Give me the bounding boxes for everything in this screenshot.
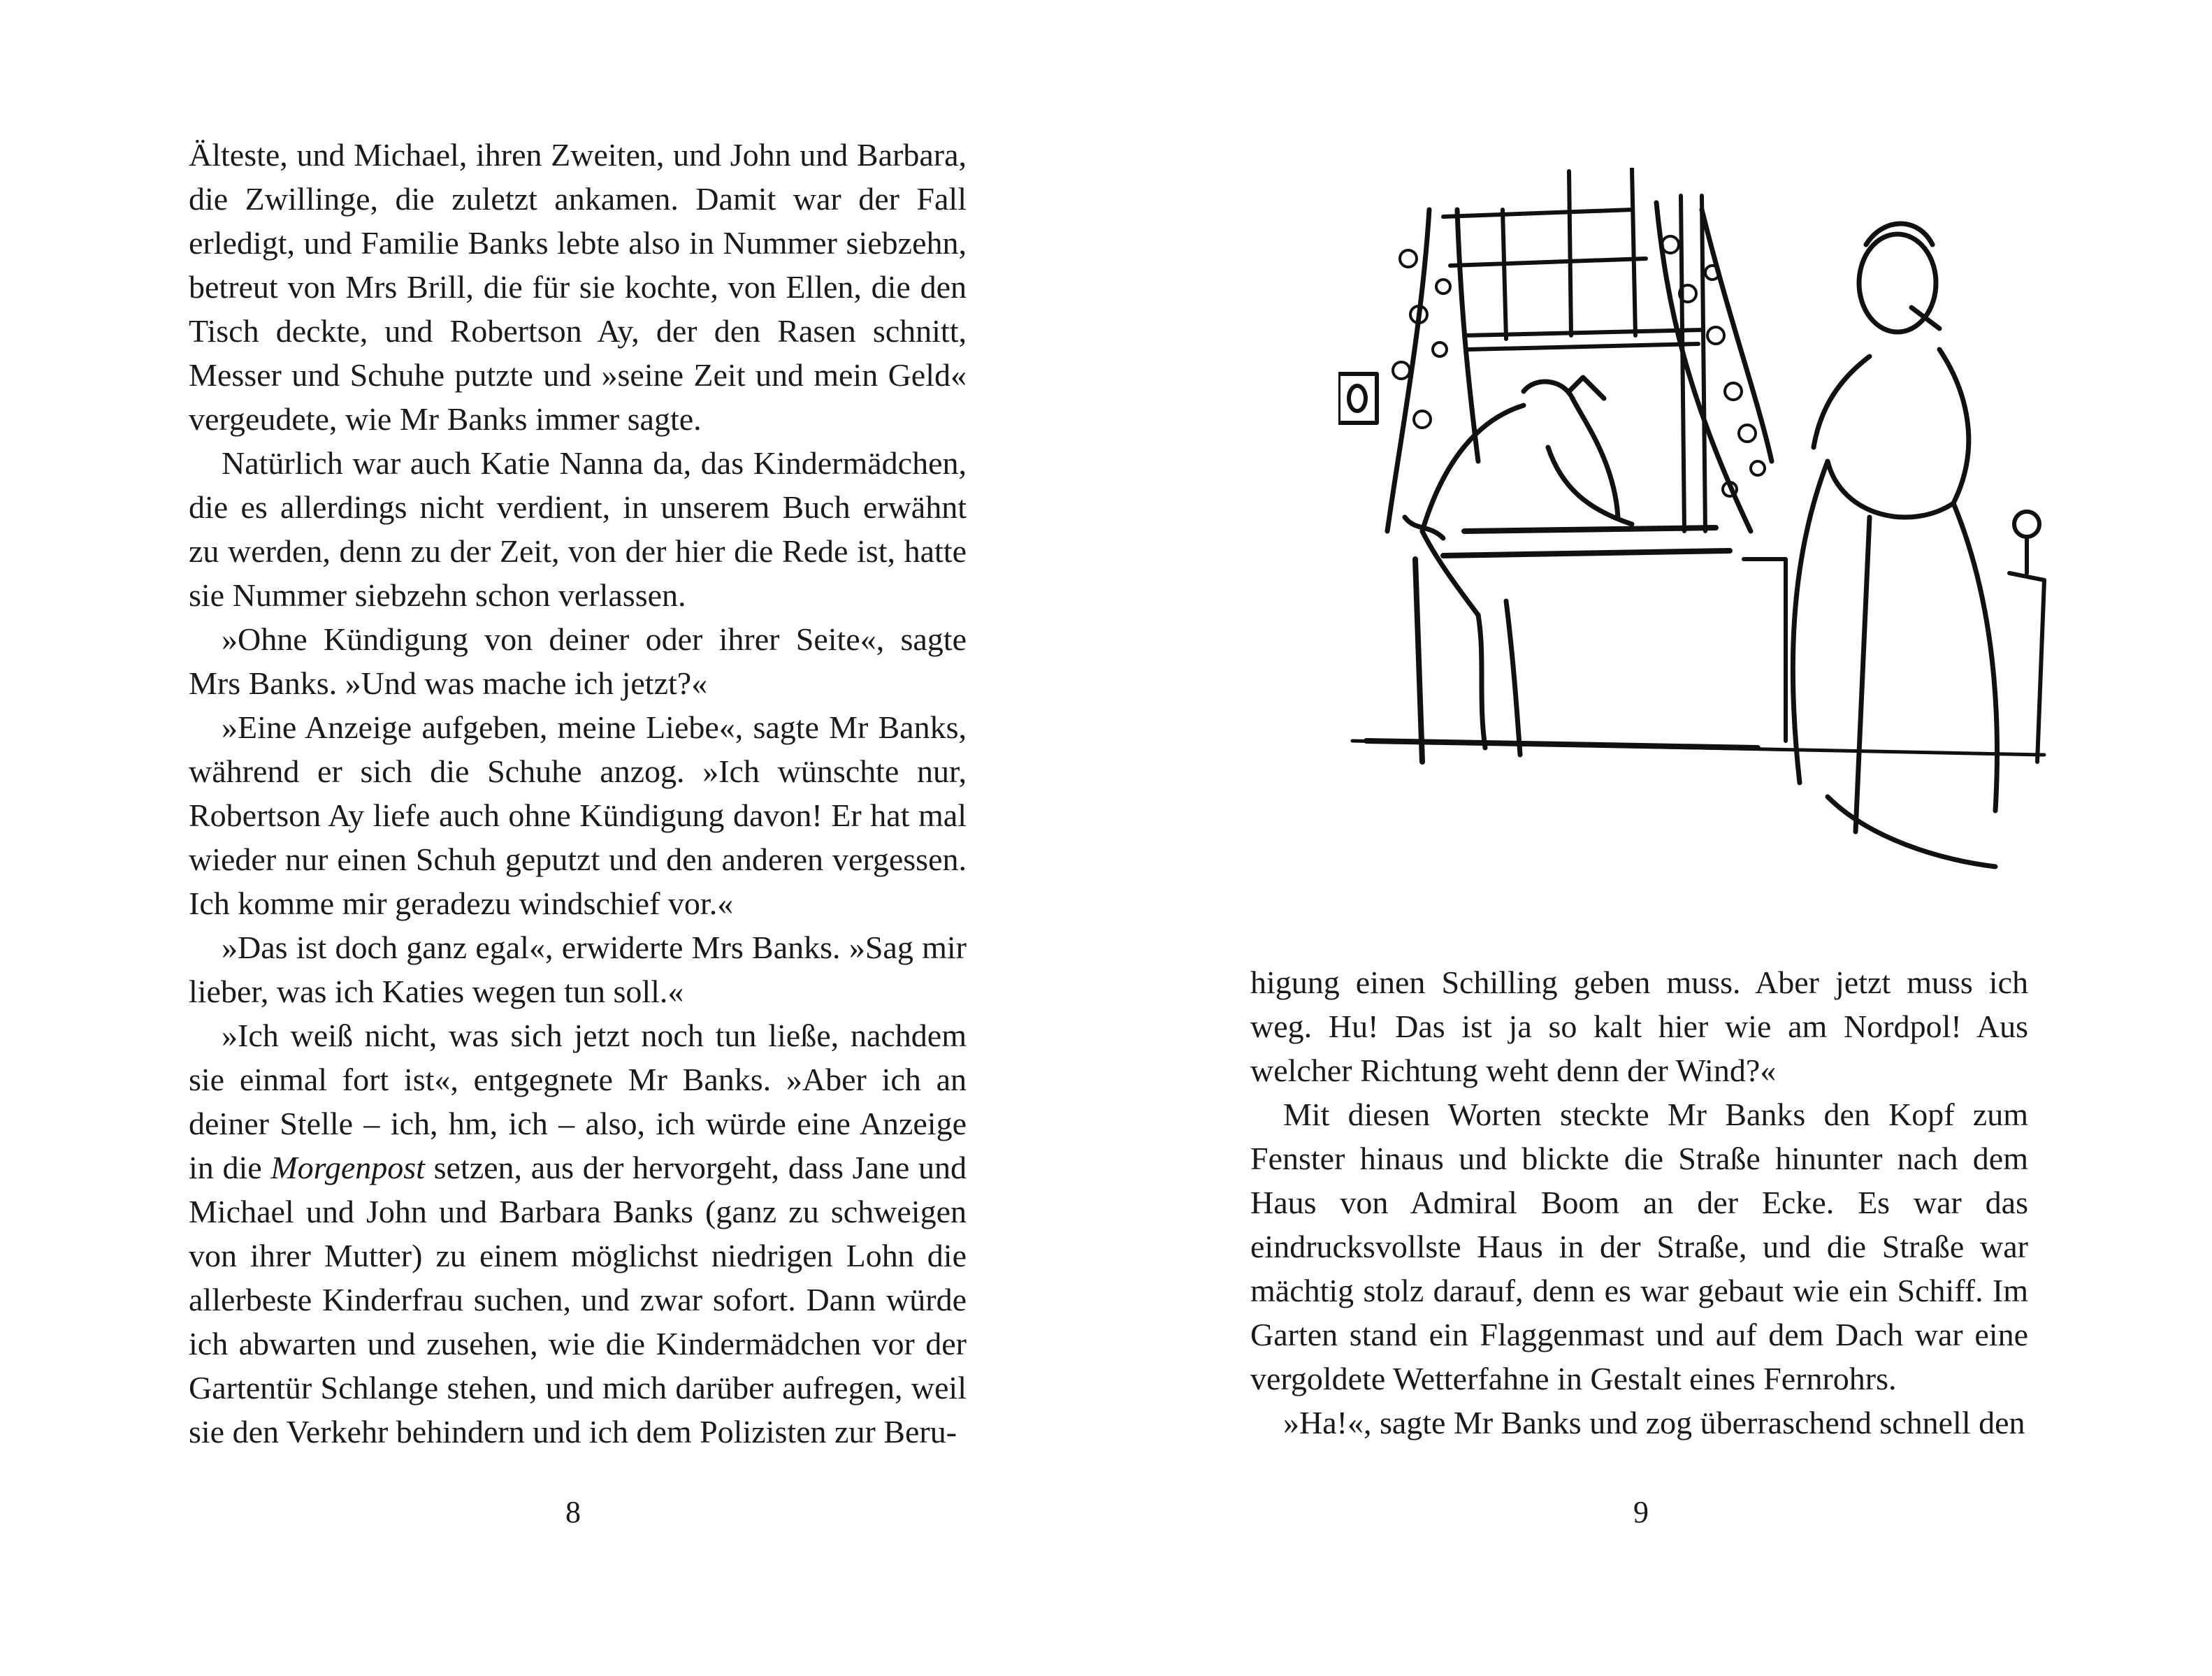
mrs-banks-figure (1793, 224, 1997, 867)
newspaper-title: Morgenpost (270, 1150, 425, 1185)
right-page (1106, 0, 2212, 1676)
curtain-flowers (1393, 236, 1765, 496)
paragraph: Älteste, und Michael, ihren Zweiten, und John und Barbara, die Zwillinge, die zuletzt ankamen. Damit war der Fall erledigt, und Familie Banks lebte also in Nummer siebzehn, betreut von Mrs Brill, die für sie kochte, von Ellen, die den Tisch deckte, und Robertson Ay, der den Rasen schnitt, Messer und Schuhe putzte und »seine Zeit und mein Geld« vergeudete, wie Mr Banks immer sagte. (189, 137, 967, 437)
page-number: 9 (1633, 1495, 1649, 1529)
floor-shadow (1352, 741, 2044, 755)
paragraph: »Eine Anzeige aufgeben, meine Liebe«, sagte Mr Banks, während er sich die Schuhe anzog. »Ich wünschte nur, Robertson Ay liefe auch ohne Kündigung davon! Er hat mal wieder nur einen Schuh geputzt und den anderen vergessen. Ich komme mir geradezu windschief vor.« (189, 709, 967, 921)
paragraph: Natürlich war auch Katie Nanna da, das Kindermädchen, die es allerdings nicht verdient, in unserem Buch erwähnt zu werden, denn zu der Zeit, von der hier die Rede ist, hatte sie Nummer siebzehn schon verlassen. (189, 445, 967, 613)
paragraph: »Das ist doch ganz egal«, erwiderte Mrs Banks. »Sag mir lieber, was ich Katies wegen tun soll.« (189, 930, 967, 1009)
illustration-window-scene (1338, 168, 2051, 895)
page-number: 8 (565, 1495, 581, 1529)
mr-banks-figure (1422, 377, 1632, 755)
right-page-text (1250, 960, 2028, 1445)
window-sill (1366, 528, 1758, 762)
wall-picture (1338, 374, 1377, 423)
paragraph: »Ohne Kündigung von deiner oder ihrer Seite«, sagte Mrs Banks. »Und was mache ich jetzt?« (189, 621, 967, 701)
window (1443, 168, 1705, 531)
paragraph-part: setzen, aus der hervorgeht, dass Jane und Michael und John und Barbara Banks (ganz zu schweigen von ihrer Mutter) zu einem möglichst niedrigen Lohn die allerbeste Kinderfrau suchen, und zwar sofort. Dann würde ich abwarten und zusehen, wie die Kindermädchen vor der Gartentür Schlange stehen, und mich darüber aufregen, weil sie den Verkehr behindern und ich dem Polizisten zur Beru- (189, 1150, 967, 1450)
paragraph-part: »Ich weiß nicht, was sich jetzt noch tun ließe, nachdem sie einmal fort ist«, entgegnete Mr Banks. »Aber ich an deiner Stelle – ich, hm, ich – also, ich würde eine Anzeige in die (189, 1018, 967, 1185)
paragraph: »Ha!«, sagte Mr Banks und zog überraschend schnell den (1283, 1405, 2025, 1440)
side-table (1744, 512, 2044, 762)
paragraph-with-italic (189, 1013, 967, 1454)
left-page-text (189, 133, 967, 1454)
paragraph: higung einen Schilling geben muss. Aber jetzt muss ich weg. Hu! Das ist ja so kalt hier wie am Nordpol! Aus welcher Richtung weht denn der Wind?« (1250, 965, 2028, 1088)
paragraph: Mit diesen Worten steckte Mr Banks den Kopf zum Fenster hinaus und blickte die Straße hinunter nach dem Haus von Admiral Boom an der Ecke. Es war das eindrucksvollste Haus in der Straße, und die Straße war mächtig stolz darauf, denn es war gebaut wie ein Schiff. Im Garten stand ein Flaggenmast und auf dem Dach war eine vergoldete Wetterfahne in Gestalt eines Fernrohrs. (1250, 1097, 2028, 1396)
